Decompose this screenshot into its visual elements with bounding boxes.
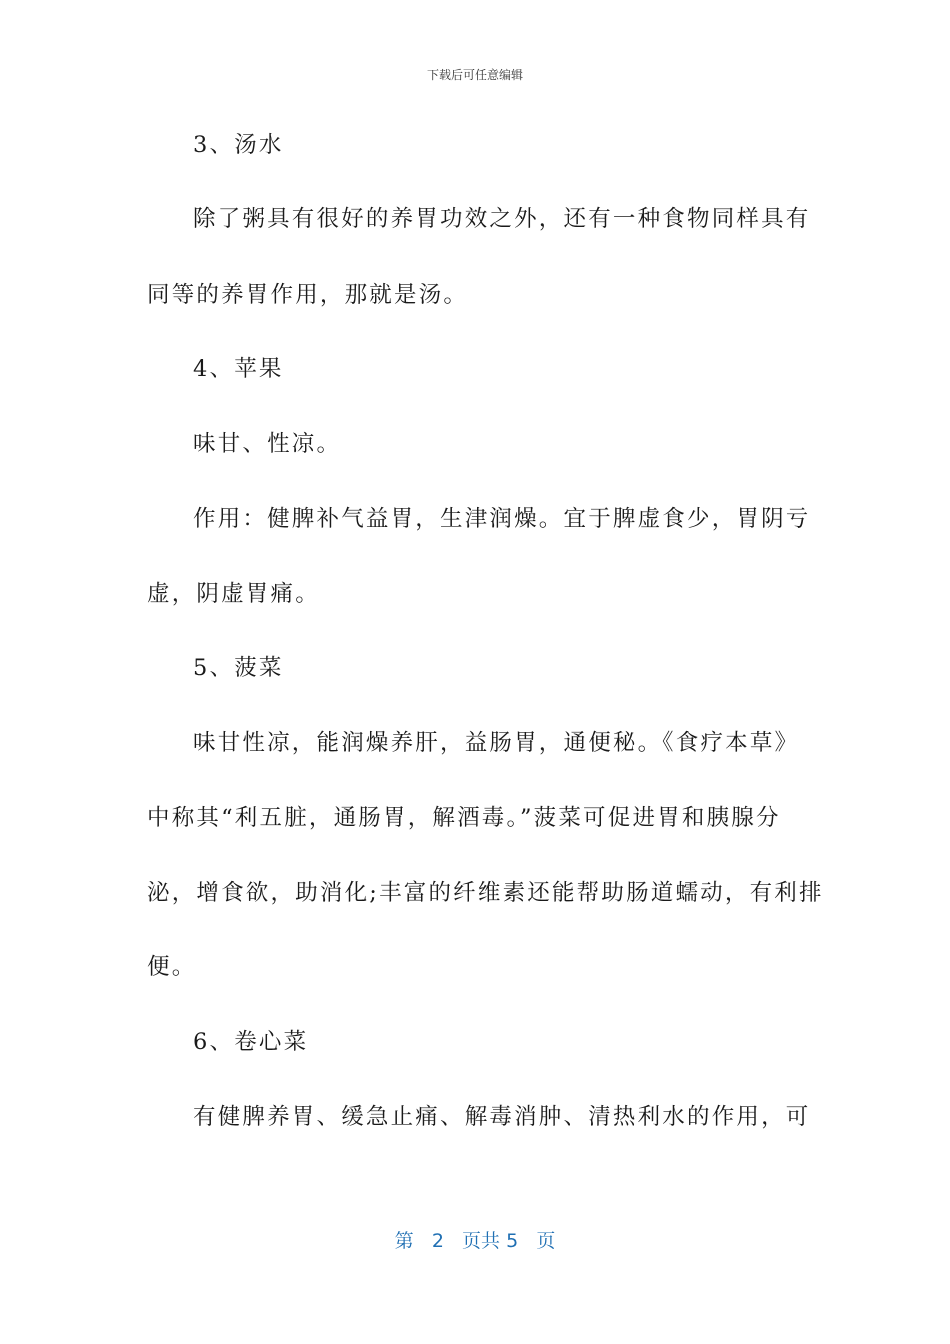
page-header-note: 下载后可任意编辑 (426, 68, 523, 82)
paragraph-line: 味甘性凉，能润燥养肝，益肠胃，通便秘。《食疗本草》 (193, 730, 800, 756)
page-suffix: 页 (536, 1230, 556, 1252)
section-heading-spinach: 5、菠菜 (193, 655, 284, 681)
paragraph-line: 便。 (147, 954, 197, 980)
paragraph-line: 中称其“利五脏，通肠胃，解酒毒。”菠菜可促进胃和胰腺分 (147, 805, 781, 831)
section-heading-apple: 4、苹果 (193, 356, 284, 382)
paragraph-line: 有健脾养胃、缓急止痛、解毒消肿、清热利水的作用，可 (193, 1104, 811, 1130)
paragraph-line: 同等的养胃作用，那就是汤。 (147, 282, 469, 308)
current-page-number: 2 (431, 1230, 444, 1252)
paragraph-line: 除了粥具有很好的养胃功效之外，还有一种食物同样具有 (193, 206, 811, 232)
page-number-footer (0, 1226, 950, 1253)
paragraph-line: 作用：健脾补气益胃，生津润燥。宜于脾虚食少，胃阴亏 (193, 506, 811, 532)
paragraph-line: 味甘、性凉。 (193, 431, 342, 457)
paragraph-line: 虚，阴虚胃痛。 (147, 581, 320, 607)
page-prefix: 第 (394, 1230, 414, 1252)
paragraph-line: 泌，增食欲，助消化;丰富的纤维素还能帮助肠道蠕动，有利排 (147, 880, 824, 906)
page-middle: 页共 (462, 1230, 501, 1252)
section-heading-soup: 3、汤水 (193, 132, 284, 158)
section-heading-cabbage: 6、卷心菜 (193, 1029, 309, 1055)
total-pages-number: 5 (506, 1230, 519, 1252)
